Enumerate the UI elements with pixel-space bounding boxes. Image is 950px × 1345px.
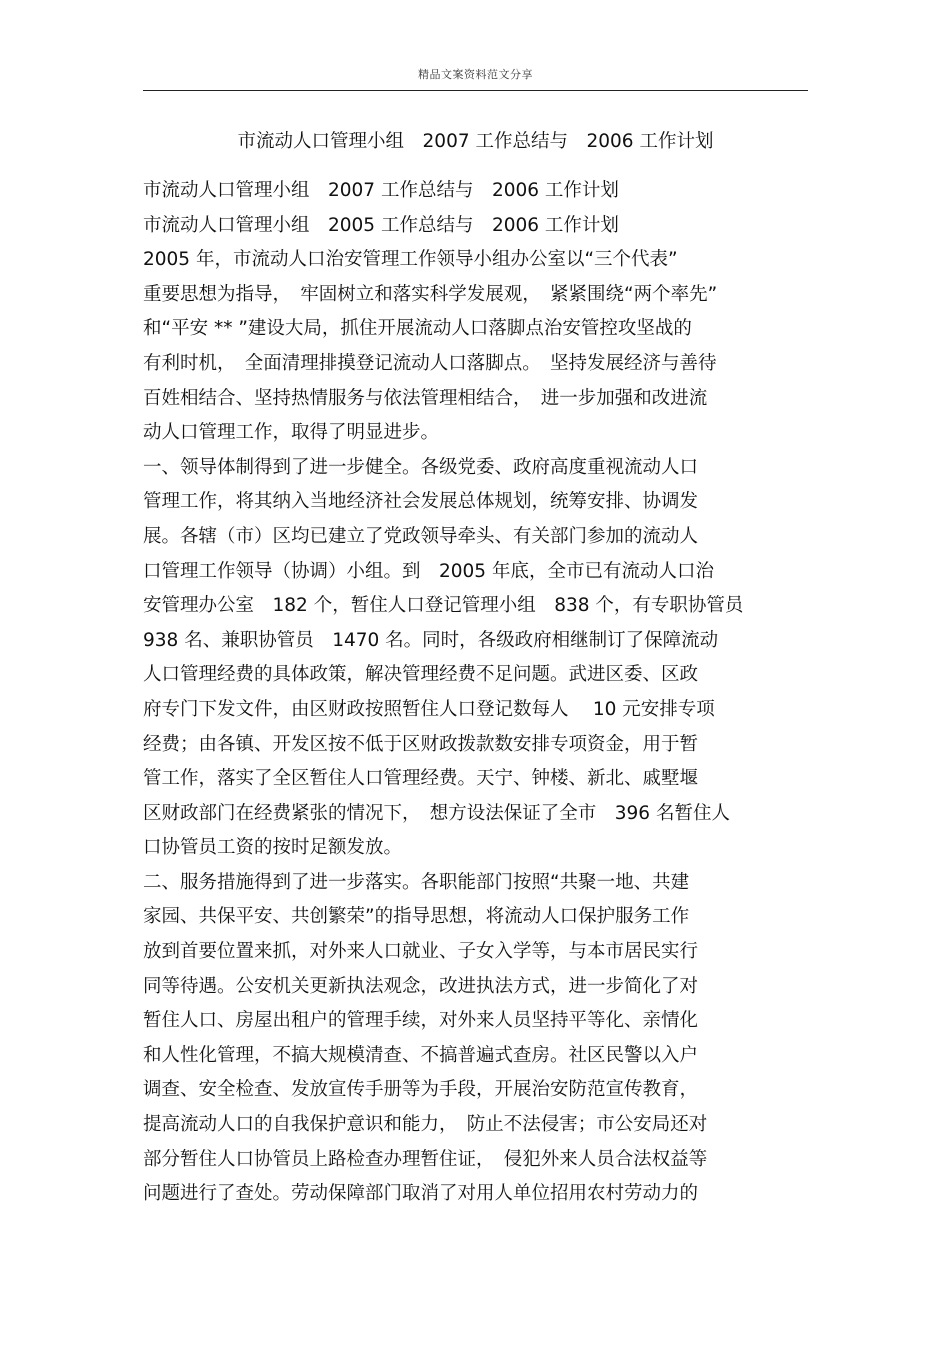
page-header: 精品文案资料范文分享 [418, 68, 533, 81]
body-line: 2005 年，市流动人口治安管理工作领导小组办公室以“三个代表” [143, 249, 678, 271]
body-line: 展。各辖（市）区均已建立了党政领导牵头、有关部门参加的流动人 [143, 525, 699, 547]
body-line: 人口管理经费的具体政策，解决管理经费不足问题。武进区委、区政 [143, 664, 699, 686]
body-line: 部分暂住人口协管员上路检查办理暂住证， 侵犯外来人员合法权益等 [143, 1148, 708, 1170]
body-line: 安管理办公室 182 个，暂住人口登记管理小组 838 个，有专职协管员 [143, 595, 744, 617]
body-line: 放到首要位置来抓，对外来人口就业、子女入学等，与本市居民实行 [143, 941, 699, 963]
body-line: 口协管员工资的按时足额发放。 [143, 837, 403, 859]
body-line: 百姓相结合、坚持热情服务与依法管理相结合， 进一步加强和改进流 [143, 387, 708, 409]
document-title: 市流动人口管理小组 2007 工作总结与 2006 工作计划 [237, 131, 714, 152]
body-line: 经费；由各镇、开发区按不低于区财政拨款数安排专项资金，用于暂 [143, 733, 699, 755]
body-line: 和“平安 ** ”建设大局，抓住开展流动人口落脚点治安管控攻坚战的 [143, 318, 692, 340]
body-line: 管工作，落实了全区暂住人口管理经费。天宁、钟楼、新北、戚墅堰 [143, 768, 699, 790]
body-line: 有利时机， 全面清理排摸登记流动人口落脚点。 坚持发展经济与善待 [143, 352, 717, 374]
header-divider [143, 90, 808, 91]
body-line: 家园、共保平安、共创繁荣”的指导思想，将流动人口保护服务工作 [143, 906, 690, 928]
body-line: 重要思想为指导， 牢固树立和落实科学发展观， 紧紧围绕“两个率先” [143, 283, 718, 305]
body-line: 动人口管理工作，取得了明显进步。 [143, 422, 440, 444]
body-line: 调查、安全检查、发放宣传手册等为手段，开展治安防范宣传教育， [143, 1079, 699, 1101]
body-line: 提高流动人口的自我保护意识和能力， 防止不法侵害；市公安局还对 [143, 1114, 708, 1136]
body-line: 市流动人口管理小组 2005 工作总结与 2006 工作计划 [143, 214, 619, 236]
body-line: 管理工作，将其纳入当地经济社会发展总体规划，统筹安排、协调发 [143, 491, 699, 513]
body-line: 938 名、兼职协管员 1470 名。同时，各级政府相继制订了保障流动 [143, 629, 719, 651]
body-line: 口管理工作领导（协调）小组。到 2005 年底，全市已有流动人口治 [143, 560, 714, 582]
body-line: 暂住人口、房屋出租户的管理手续，对外来人员坚持平等化、亲情化 [143, 1010, 699, 1032]
body-line: 市流动人口管理小组 2007 工作总结与 2006 工作计划 [143, 180, 619, 201]
body-line: 同等待遇。公安机关更新执法观念，改进执法方式，进一步简化了对 [143, 975, 699, 997]
document-body [143, 174, 808, 1212]
body-line: 一、领导体制得到了进一步健全。各级党委、政府高度重视流动人口 [143, 456, 699, 478]
body-line: 区财政部门在经费紧张的情况下， 想方设法保证了全市 396 名暂住人 [143, 802, 730, 824]
body-line: 府专门下发文件，由区财政按照暂住人口登记数每人 10 元安排专项 [143, 698, 715, 720]
body-line: 和人性化管理，不搞大规模清查、不搞普遍式查房。社区民警以入户 [143, 1044, 699, 1066]
body-line: 二、服务措施得到了进一步落实。各职能部门按照“共聚一地、共建 [143, 871, 690, 893]
body-line: 问题进行了查处。劳动保障部门取消了对用人单位招用农村劳动力的 [143, 1183, 699, 1205]
